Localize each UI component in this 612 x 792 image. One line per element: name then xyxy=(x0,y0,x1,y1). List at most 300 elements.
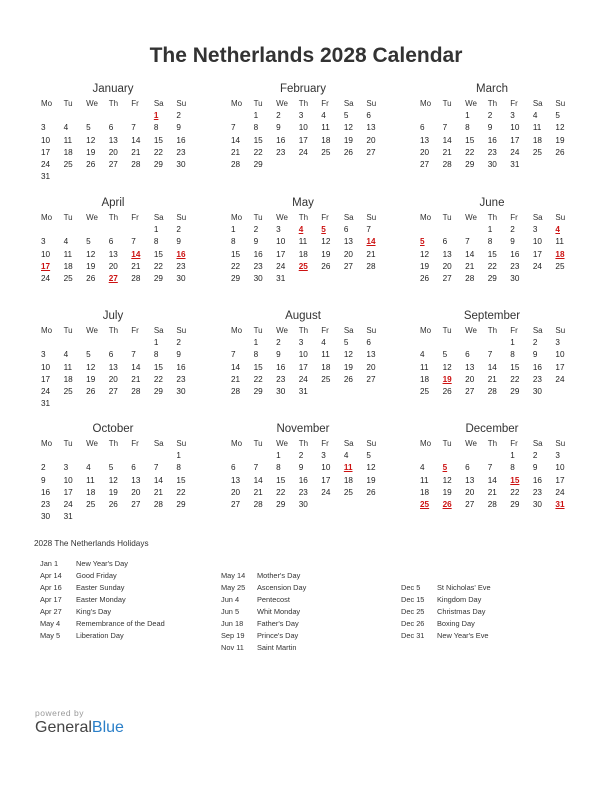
holiday-name: Boxing Day xyxy=(437,619,475,628)
day-cell: 8 xyxy=(465,123,470,133)
day-cell: 8 xyxy=(510,350,515,360)
day-cell: 8 xyxy=(276,463,281,473)
weekday-header: Tu xyxy=(63,99,73,108)
day-cell: 18 xyxy=(532,135,542,145)
holiday-item xyxy=(401,630,491,642)
day-cell: 26 xyxy=(366,487,376,497)
day-cell: 18 xyxy=(420,374,430,384)
weekday-header: Tu xyxy=(63,326,73,335)
weekday-header: We xyxy=(465,439,477,448)
weekday-header: Mo xyxy=(41,99,53,108)
holiday-date: Nov 11 xyxy=(221,643,244,652)
weekday-header: Fr xyxy=(131,439,139,448)
day-cell: 6 xyxy=(465,350,470,360)
day-cell: 5 xyxy=(442,350,448,360)
empty-day-cell xyxy=(413,110,436,122)
empty-day-cell xyxy=(247,450,270,462)
holiday-item xyxy=(221,642,306,654)
day-cell: 2 xyxy=(253,225,259,235)
empty-day-cell xyxy=(224,110,247,122)
empty-day-cell xyxy=(34,337,57,349)
holiday-item xyxy=(221,606,306,618)
day-cell: 5 xyxy=(343,111,349,121)
weekday-header: Tu xyxy=(442,99,452,108)
weekday-header: Mo xyxy=(420,99,432,108)
weekday-header: Tu xyxy=(253,439,263,448)
day-cell: 10 xyxy=(41,249,51,259)
holiday-day-cell: 19 xyxy=(442,374,452,384)
weekday-header: Sa xyxy=(532,99,543,108)
day-cell: 25 xyxy=(63,273,73,283)
day-cell: 15 xyxy=(510,362,520,372)
weekday-header: Sa xyxy=(153,326,164,335)
month-day-grid xyxy=(34,438,192,523)
holiday-day-cell: 26 xyxy=(442,499,452,509)
holiday-item xyxy=(401,606,491,618)
month-february xyxy=(224,82,382,171)
empty-day-cell xyxy=(34,110,57,122)
holiday-name: Whit Monday xyxy=(257,607,301,616)
holiday-list-column-1 xyxy=(40,558,165,642)
holiday-name: Christmas Day xyxy=(437,607,486,616)
holiday-name: Remembrance of the Dead xyxy=(76,619,165,628)
brand-logo[interactable] xyxy=(35,708,124,737)
day-cell: 5 xyxy=(108,463,114,473)
day-cell: 14 xyxy=(131,362,141,372)
day-cell: 1 xyxy=(510,451,515,461)
day-cell: 29 xyxy=(510,499,520,509)
holiday-date: Apr 27 xyxy=(40,607,62,616)
day-cell: 9 xyxy=(176,237,181,247)
day-cell: 31 xyxy=(63,512,73,522)
empty-day-cell xyxy=(79,450,102,462)
day-cell: 27 xyxy=(366,374,376,384)
day-cell: 28 xyxy=(231,386,241,396)
weekday-header: Th xyxy=(487,99,498,108)
empty-day-cell xyxy=(147,450,170,462)
day-cell: 4 xyxy=(63,237,69,247)
empty-day-cell xyxy=(458,224,481,236)
day-cell: 12 xyxy=(442,362,452,372)
holiday-date: Jun 4 xyxy=(221,595,240,604)
day-cell: 25 xyxy=(86,499,96,509)
day-cell: 28 xyxy=(487,386,497,396)
holiday-item xyxy=(40,630,165,642)
holiday-day-cell: 27 xyxy=(108,273,118,283)
day-cell: 6 xyxy=(366,338,371,348)
day-cell: 20 xyxy=(465,487,475,497)
day-cell: 25 xyxy=(420,386,430,396)
day-cell: 26 xyxy=(555,147,565,157)
day-cell: 9 xyxy=(176,123,181,133)
day-cell: 14 xyxy=(487,362,497,372)
weekday-header: Tu xyxy=(253,99,263,108)
holiday-day-cell: 31 xyxy=(555,499,565,509)
month-name: January xyxy=(92,83,134,95)
day-cell: 13 xyxy=(465,362,475,372)
empty-day-cell xyxy=(224,337,247,349)
weekday-header: Th xyxy=(108,326,119,335)
day-cell: 7 xyxy=(231,350,236,360)
day-cell: 5 xyxy=(343,338,349,348)
empty-day-cell xyxy=(57,224,80,236)
weekday-header: Sa xyxy=(343,326,354,335)
day-cell: 20 xyxy=(420,147,430,157)
empty-day-cell xyxy=(79,110,102,122)
weekday-header: Th xyxy=(487,213,498,222)
day-cell: 14 xyxy=(231,135,241,145)
day-cell: 3 xyxy=(298,111,304,121)
month-november xyxy=(224,422,382,511)
holiday-item xyxy=(401,618,491,630)
day-cell: 25 xyxy=(532,147,542,157)
holiday-day-cell: 14 xyxy=(366,237,376,247)
day-cell: 27 xyxy=(442,273,452,283)
weekday-header: Fr xyxy=(510,326,518,335)
weekday-header: Sa xyxy=(532,326,543,335)
holiday-item xyxy=(221,618,306,630)
weekday-header: Mo xyxy=(41,439,53,448)
day-cell: 21 xyxy=(366,249,376,259)
holiday-day-cell: 25 xyxy=(420,499,430,509)
day-cell: 2 xyxy=(41,463,46,473)
holiday-list-column-3 xyxy=(401,582,491,642)
day-cell: 17 xyxy=(555,475,565,485)
weekday-header: Su xyxy=(176,326,187,335)
holiday-name: Easter Monday xyxy=(76,595,126,604)
day-cell: 21 xyxy=(131,147,141,157)
holiday-day-cell: 11 xyxy=(343,463,353,473)
weekday-header: Mo xyxy=(231,213,243,222)
day-cell: 28 xyxy=(153,499,163,509)
day-cell: 4 xyxy=(86,463,91,473)
day-cell: 4 xyxy=(321,111,326,121)
month-day-grid xyxy=(413,98,571,171)
day-cell: 10 xyxy=(41,135,51,145)
day-cell: 27 xyxy=(108,386,118,396)
day-cell: 18 xyxy=(63,147,73,157)
day-cell: 30 xyxy=(532,386,542,396)
day-cell: 22 xyxy=(276,487,286,497)
day-cell: 7 xyxy=(131,350,136,360)
day-cell: 9 xyxy=(276,350,281,360)
weekday-header: Mo xyxy=(420,213,432,222)
empty-day-cell xyxy=(224,450,247,462)
month-day-grid xyxy=(224,212,382,285)
day-cell: 12 xyxy=(86,362,96,372)
day-cell: 24 xyxy=(63,499,73,509)
weekday-header: Sa xyxy=(532,439,543,448)
day-cell: 5 xyxy=(366,451,371,461)
day-cell: 8 xyxy=(153,350,159,360)
weekday-header: Th xyxy=(487,439,498,448)
day-cell: 21 xyxy=(131,261,141,271)
day-cell: 2 xyxy=(532,338,538,348)
day-cell: 30 xyxy=(487,159,497,169)
empty-day-cell xyxy=(34,450,57,462)
empty-day-cell xyxy=(34,224,57,236)
day-cell: 21 xyxy=(231,374,241,384)
day-cell: 10 xyxy=(276,237,286,247)
weekday-header: Th xyxy=(298,439,309,448)
day-cell: 2 xyxy=(276,338,281,348)
empty-day-cell xyxy=(481,450,504,462)
holiday-item xyxy=(40,606,165,618)
day-cell: 20 xyxy=(442,261,452,271)
day-cell: 11 xyxy=(532,123,542,133)
day-cell: 24 xyxy=(321,487,331,497)
day-cell: 2 xyxy=(276,111,281,121)
weekday-header: Fr xyxy=(131,213,139,222)
weekday-header: Tu xyxy=(442,439,452,448)
day-cell: 5 xyxy=(86,237,91,247)
day-cell: 18 xyxy=(86,487,96,497)
day-cell: 9 xyxy=(487,123,493,133)
day-cell: 7 xyxy=(253,463,259,473)
day-cell: 9 xyxy=(41,475,46,485)
day-cell: 2 xyxy=(510,225,515,235)
day-cell: 19 xyxy=(108,487,118,497)
day-cell: 25 xyxy=(555,261,565,271)
day-cell: 6 xyxy=(108,237,114,247)
day-cell: 29 xyxy=(231,273,241,283)
holiday-day-cell: 15 xyxy=(510,475,520,485)
month-august xyxy=(224,309,382,398)
day-cell: 7 xyxy=(131,123,136,133)
day-cell: 14 xyxy=(465,249,475,259)
day-cell: 15 xyxy=(253,135,263,145)
day-cell: 6 xyxy=(231,463,236,473)
holiday-name: Father's Day xyxy=(257,619,299,628)
day-cell: 3 xyxy=(63,463,69,473)
day-cell: 23 xyxy=(176,147,186,157)
day-cell: 25 xyxy=(321,374,331,384)
day-cell: 8 xyxy=(153,237,159,247)
day-cell: 7 xyxy=(465,237,470,247)
day-cell: 3 xyxy=(41,237,46,247)
holidays-title: 2028 The Netherlands Holidays xyxy=(34,539,149,548)
day-cell: 12 xyxy=(442,475,452,485)
holiday-name: Good Friday xyxy=(76,571,117,580)
day-cell: 22 xyxy=(253,147,263,157)
holiday-name: Liberation Day xyxy=(76,631,124,640)
holiday-name: Easter Sunday xyxy=(76,583,125,592)
month-name: July xyxy=(102,310,124,322)
day-cell: 16 xyxy=(487,135,497,145)
holiday-item xyxy=(221,594,306,606)
weekday-header: Fr xyxy=(321,439,329,448)
month-october xyxy=(34,422,192,523)
weekday-header: Sa xyxy=(343,213,354,222)
day-cell: 12 xyxy=(366,463,376,473)
day-cell: 26 xyxy=(442,386,452,396)
weekday-header: Su xyxy=(176,439,187,448)
day-cell: 23 xyxy=(532,487,542,497)
day-cell: 30 xyxy=(253,273,263,283)
day-cell: 13 xyxy=(420,135,430,145)
empty-day-cell xyxy=(413,224,436,236)
day-cell: 18 xyxy=(298,249,308,259)
weekday-header: Tu xyxy=(253,213,263,222)
weekday-header: Fr xyxy=(321,213,329,222)
month-day-grid xyxy=(413,212,571,285)
day-cell: 8 xyxy=(176,463,181,473)
weekday-header: Su xyxy=(555,99,566,108)
day-cell: 4 xyxy=(321,338,326,348)
weekday-header: Sa xyxy=(343,99,354,108)
weekday-header: Su xyxy=(366,439,377,448)
day-cell: 23 xyxy=(176,261,186,271)
day-cell: 29 xyxy=(153,273,163,283)
day-cell: 30 xyxy=(276,386,286,396)
day-cell: 14 xyxy=(442,135,452,145)
holiday-date: Dec 15 xyxy=(401,595,425,604)
holiday-date: Jun 18 xyxy=(221,619,244,628)
weekday-header: We xyxy=(276,439,288,448)
day-cell: 29 xyxy=(176,499,186,509)
day-cell: 22 xyxy=(231,261,241,271)
holiday-day-cell: 14 xyxy=(131,249,141,259)
weekday-header: Fr xyxy=(510,439,518,448)
weekday-header: Th xyxy=(108,213,119,222)
holiday-date: Apr 17 xyxy=(40,595,62,604)
day-cell: 6 xyxy=(465,463,470,473)
day-cell: 27 xyxy=(108,159,118,169)
holiday-date: May 14 xyxy=(221,571,246,580)
day-cell: 26 xyxy=(420,273,430,283)
day-cell: 31 xyxy=(510,159,520,169)
holiday-name: Prince's Day xyxy=(257,631,299,640)
day-cell: 28 xyxy=(131,159,141,169)
day-cell: 8 xyxy=(253,123,259,133)
day-cell: 21 xyxy=(231,147,241,157)
weekday-header: Sa xyxy=(153,213,164,222)
empty-day-cell xyxy=(458,337,481,349)
day-cell: 12 xyxy=(86,249,96,259)
day-cell: 22 xyxy=(253,374,263,384)
day-cell: 20 xyxy=(366,135,376,145)
day-cell: 21 xyxy=(253,487,263,497)
day-cell: 15 xyxy=(153,135,163,145)
day-cell: 23 xyxy=(276,374,286,384)
day-cell: 24 xyxy=(555,374,565,384)
weekday-header: Mo xyxy=(231,439,243,448)
day-cell: 4 xyxy=(63,350,69,360)
day-cell: 16 xyxy=(176,135,186,145)
weekday-header: Mo xyxy=(420,439,432,448)
day-cell: 22 xyxy=(510,487,520,497)
holiday-date: May 25 xyxy=(221,583,246,592)
day-cell: 28 xyxy=(131,273,141,283)
day-cell: 9 xyxy=(298,463,304,473)
holiday-date: Dec 26 xyxy=(401,619,425,628)
empty-day-cell xyxy=(436,224,459,236)
empty-day-cell xyxy=(124,450,147,462)
day-cell: 15 xyxy=(465,135,475,145)
month-december xyxy=(413,422,571,511)
day-cell: 8 xyxy=(231,237,236,247)
day-cell: 30 xyxy=(176,159,186,169)
holiday-date: May 5 xyxy=(40,631,61,640)
month-name: October xyxy=(92,423,134,435)
day-cell: 20 xyxy=(366,362,376,372)
day-cell: 4 xyxy=(343,451,349,461)
holiday-day-cell: 18 xyxy=(555,249,565,259)
holiday-item xyxy=(40,570,165,582)
day-cell: 13 xyxy=(108,249,118,259)
day-cell: 23 xyxy=(41,499,51,509)
day-cell: 29 xyxy=(253,159,263,169)
weekday-header: Mo xyxy=(231,326,243,335)
holiday-name: St Nicholas' Eve xyxy=(437,583,491,592)
day-cell: 20 xyxy=(465,374,475,384)
day-cell: 10 xyxy=(298,123,308,133)
day-cell: 17 xyxy=(41,374,51,384)
day-cell: 13 xyxy=(108,362,118,372)
day-cell: 2 xyxy=(298,451,304,461)
day-cell: 5 xyxy=(86,123,91,133)
weekday-header: Tu xyxy=(253,326,263,335)
day-cell: 15 xyxy=(231,249,241,259)
holiday-day-cell: 25 xyxy=(298,261,308,271)
empty-day-cell xyxy=(481,337,504,349)
holiday-day-cell: 16 xyxy=(176,249,186,259)
month-september xyxy=(413,309,571,398)
day-cell: 3 xyxy=(41,123,46,133)
month-name: November xyxy=(276,423,330,435)
weekday-header: Fr xyxy=(321,326,329,335)
month-march xyxy=(413,82,571,171)
weekday-header: Tu xyxy=(63,213,73,222)
day-cell: 13 xyxy=(442,249,452,259)
weekday-header: We xyxy=(465,99,477,108)
weekday-header: Su xyxy=(176,213,187,222)
day-cell: 19 xyxy=(343,135,353,145)
holiday-item xyxy=(40,582,165,594)
day-cell: 22 xyxy=(510,374,520,384)
day-cell: 10 xyxy=(63,475,73,485)
day-cell: 12 xyxy=(108,475,118,485)
day-cell: 3 xyxy=(555,451,560,461)
month-name: May xyxy=(292,197,314,209)
holiday-day-cell: 17 xyxy=(41,261,51,271)
day-cell: 18 xyxy=(321,362,331,372)
day-cell: 15 xyxy=(253,362,263,372)
day-cell: 23 xyxy=(298,487,308,497)
day-cell: 16 xyxy=(510,249,520,259)
day-cell: 17 xyxy=(510,135,520,145)
day-cell: 26 xyxy=(321,261,331,271)
weekday-header: Th xyxy=(108,439,119,448)
day-cell: 8 xyxy=(153,123,159,133)
day-cell: 1 xyxy=(253,338,259,348)
day-cell: 19 xyxy=(86,374,96,384)
month-may xyxy=(224,196,382,285)
day-cell: 27 xyxy=(465,499,475,509)
day-cell: 13 xyxy=(231,475,241,485)
day-cell: 1 xyxy=(253,111,259,121)
weekday-header: Mo xyxy=(41,326,53,335)
month-day-grid xyxy=(224,438,382,511)
empty-day-cell xyxy=(102,337,125,349)
month-july xyxy=(34,309,192,410)
day-cell: 22 xyxy=(176,487,186,497)
day-cell: 21 xyxy=(487,374,497,384)
holiday-date: Dec 25 xyxy=(401,607,425,616)
day-cell: 10 xyxy=(532,237,542,247)
day-cell: 13 xyxy=(343,237,353,247)
day-cell: 13 xyxy=(131,475,141,485)
